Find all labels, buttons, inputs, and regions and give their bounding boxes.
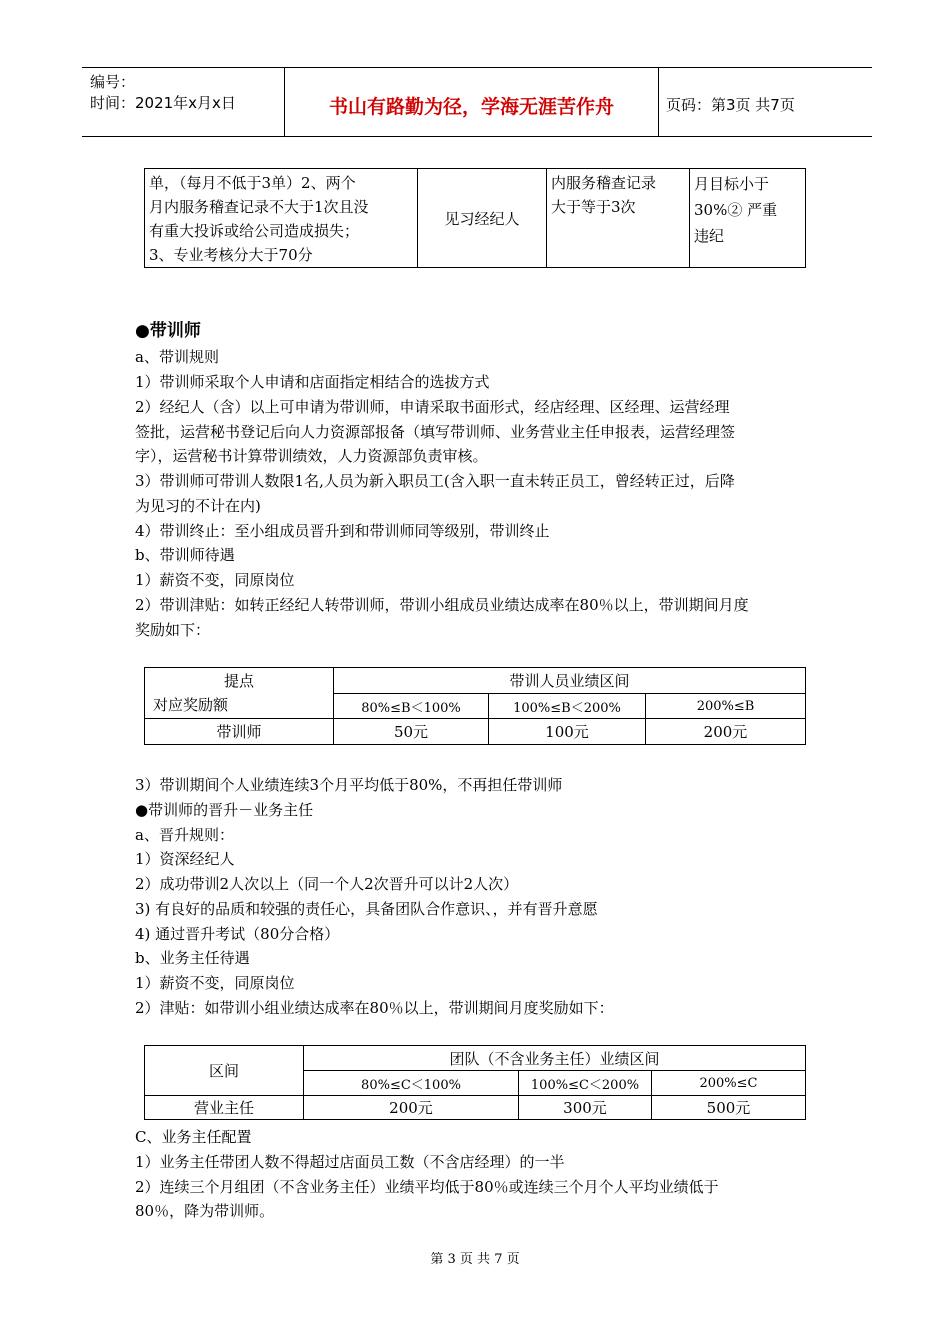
text-line: 为见习的不计在内) — [135, 497, 261, 515]
reward-value: 50元 — [334, 719, 489, 745]
range-header: 100%≤B＜200% — [489, 694, 646, 719]
text-line: 2）津贴：如带训小组业绩达成率在80％以上，带训期间月度奖励如下： — [135, 999, 614, 1017]
text-line: a、晋升规则： — [135, 826, 234, 844]
text-line: 3）带训期间个人业绩连续3个月平均低于80%，不再担任带训师 — [135, 776, 563, 794]
record-line: 大于等于3次 — [551, 198, 636, 216]
table2-group-header: 团队（不含业务主任）业绩区间 — [304, 1046, 806, 1071]
trainer-reward-table — [144, 667, 806, 745]
text-line: 4）带训终止：至小组成员晋升到和带训师同等级别，带训终止 — [135, 522, 550, 540]
text-line: 奖励如下： — [135, 621, 211, 639]
target-cell — [690, 169, 806, 268]
range-header: 80%≤B＜100% — [334, 694, 489, 719]
page-code: 页码：第3页 共7页 — [666, 96, 795, 114]
subsection-b-title: b、带训师待遇 — [135, 546, 235, 564]
subsection-a-title: a、带训规则 — [135, 348, 219, 366]
range-header: 100%≤C＜200% — [519, 1071, 652, 1096]
text-line: 2）连续三个月组团（不含业务主任）业绩平均低于80％或连续三个月个人平均业绩低于 — [135, 1178, 719, 1196]
text-line: 3) 有良好的品质和较强的责任心，具备团队合作意识、，并有晋升意愿 — [135, 900, 598, 918]
corner-bottom-label: 对应奖励额 — [153, 696, 229, 714]
text-line: b、业务主任待遇 — [135, 949, 250, 967]
criteria-line: 月内服务稽查记录不大于1次且没 — [149, 198, 369, 216]
corner-top-label: 提点 — [223, 672, 254, 690]
target-line: 30%② 严重 — [694, 201, 778, 219]
header-motto-cell — [284, 68, 659, 136]
page-header — [82, 67, 872, 137]
page-footer: 第 3 页 共 7 页 — [430, 1252, 520, 1267]
text-line: 2）成功带训2人次以上（同一个人2次晋升可以计2人次） — [135, 875, 519, 893]
text-line: 签批，运营秘书登记后向人力资源部报备（填写带训师、业务营业主任申报表，运营经理签 — [135, 423, 736, 441]
reward-value: 100元 — [489, 719, 646, 745]
table2-corner: 区间 — [145, 1046, 304, 1096]
table1-group-header: 带训人员业绩区间 — [334, 668, 806, 694]
text-line: 3）带训师可带训人数限1名,人员为新入职员工(含入职一直未转正员工，曾经转正过，后降 — [135, 472, 735, 490]
target-line: 月目标小于 — [694, 175, 770, 193]
record-line: 内服务稽查记录 — [551, 174, 657, 192]
record-cell — [547, 169, 690, 268]
text-line: 1）带训师采取个人申请和店面指定相结合的选拔方式 — [135, 373, 490, 391]
time-label: 时间：2021年x月x日 — [90, 94, 236, 112]
criteria-cell — [145, 169, 418, 268]
text-line: 1）薪资不变，同原岗位 — [135, 974, 295, 992]
reward-value: 500元 — [652, 1096, 806, 1120]
range-header: 200%≤C — [652, 1071, 806, 1096]
target-line: 违纪 — [694, 227, 725, 245]
criteria-line: 单，（每月不低于3单）2、两个 — [149, 174, 356, 192]
subsection-c-title: C、业务主任配置 — [135, 1128, 252, 1146]
section-title-promotion: ●带训师的晋升－业务主任 — [135, 801, 314, 819]
reward-value: 200元 — [304, 1096, 519, 1120]
header-page-cell — [658, 68, 872, 136]
text-line: 80％，降为带训师。 — [135, 1202, 275, 1220]
text-line: 1）薪资不变，同原岗位 — [135, 571, 295, 589]
text-line: 2）带训津贴：如转正经纪人转带训师，带训小组成员业绩达成率在80％以上，带训期间月度 — [135, 596, 749, 614]
criteria-line: 3、专业考核分大于70分 — [149, 246, 313, 264]
range-header: 200%≤B — [646, 694, 806, 719]
text-line: 2）经纪人（含）以上可申请为带训师，申请采取书面形式，经店经理、区经理、运营经理 — [135, 398, 730, 416]
section-title-trainer: ●带训师 — [135, 321, 201, 341]
row-label: 营业主任 — [145, 1096, 304, 1120]
criteria-table — [144, 168, 806, 268]
text-line: 1）资深经纪人 — [135, 850, 235, 868]
text-line: 1）业务主任带团人数不得超过店面员工数（不含店经理）的一半 — [135, 1153, 565, 1171]
row-label: 带训师 — [145, 719, 334, 745]
motto: 书山有路勤为径，学海无涯苦作舟 — [328, 96, 614, 118]
table1-corner — [145, 668, 334, 719]
number-label: 编号： — [90, 73, 136, 91]
level-cell: 见习经纪人 — [418, 169, 547, 268]
reward-value: 300元 — [519, 1096, 652, 1120]
range-header: 80%≤C＜100% — [304, 1071, 519, 1096]
header-meta-cell — [82, 68, 284, 136]
reward-value: 200元 — [646, 719, 806, 745]
supervisor-reward-table — [144, 1045, 806, 1120]
text-line: 4) 通过晋升考试（80分合格） — [135, 925, 340, 943]
text-line: 字），运营秘书计算带训绩效，人力资源部负责审核。 — [135, 447, 488, 465]
criteria-line: 有重大投诉或给公司造成损失； — [149, 222, 360, 240]
